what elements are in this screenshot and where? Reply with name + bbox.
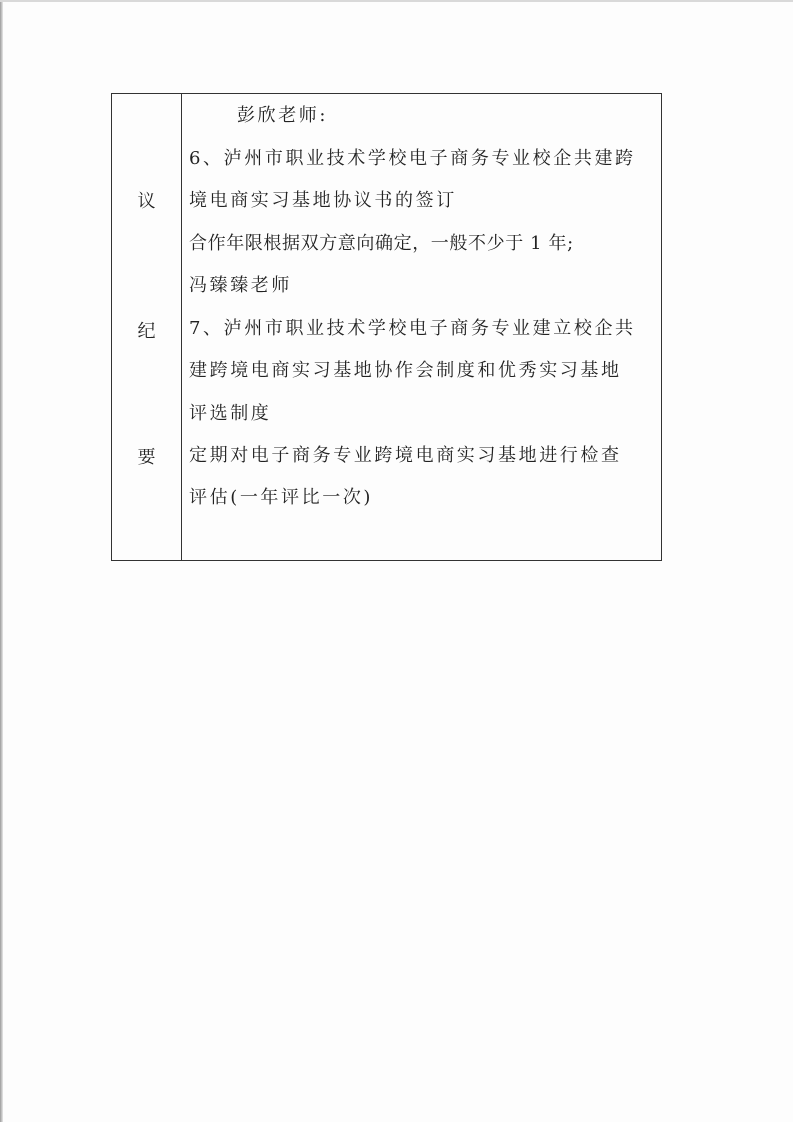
item-7-detail-cont: 评估(一年评比一次) bbox=[189, 487, 374, 508]
item-7-heading-cont: 建跨境电商实习基地协作会制度和优秀实习基地 bbox=[189, 360, 622, 381]
minutes-table bbox=[111, 93, 662, 561]
side-label-ji: 纪 bbox=[137, 321, 156, 342]
item-7-detail: 定期对电子商务专业跨境电商实习基地进行检查 bbox=[189, 445, 622, 466]
side-label-yi: 议 bbox=[137, 191, 156, 212]
side-label-yao: 要 bbox=[137, 447, 156, 468]
item-6-detail: 合作年限根据双方意向确定，一般不少于 1 年; bbox=[189, 233, 574, 254]
item-6-heading: 6、泸州市职业技术学校电子商务专业校企共建跨 bbox=[189, 148, 636, 169]
item-7-heading: 7、泸州市职业技术学校电子商务专业建立校企共 bbox=[189, 318, 636, 339]
item-7-heading-end: 评选制度 bbox=[189, 403, 272, 424]
scan-edge bbox=[0, 0, 3, 1122]
column-divider bbox=[181, 94, 182, 560]
speaker-name: 冯臻臻老师 bbox=[189, 275, 292, 296]
scan-edge-top bbox=[0, 0, 793, 2]
speaker-name: 彭欣老师: bbox=[237, 105, 329, 126]
item-6-heading-cont: 境电商实习基地协议书的签订 bbox=[189, 190, 457, 211]
